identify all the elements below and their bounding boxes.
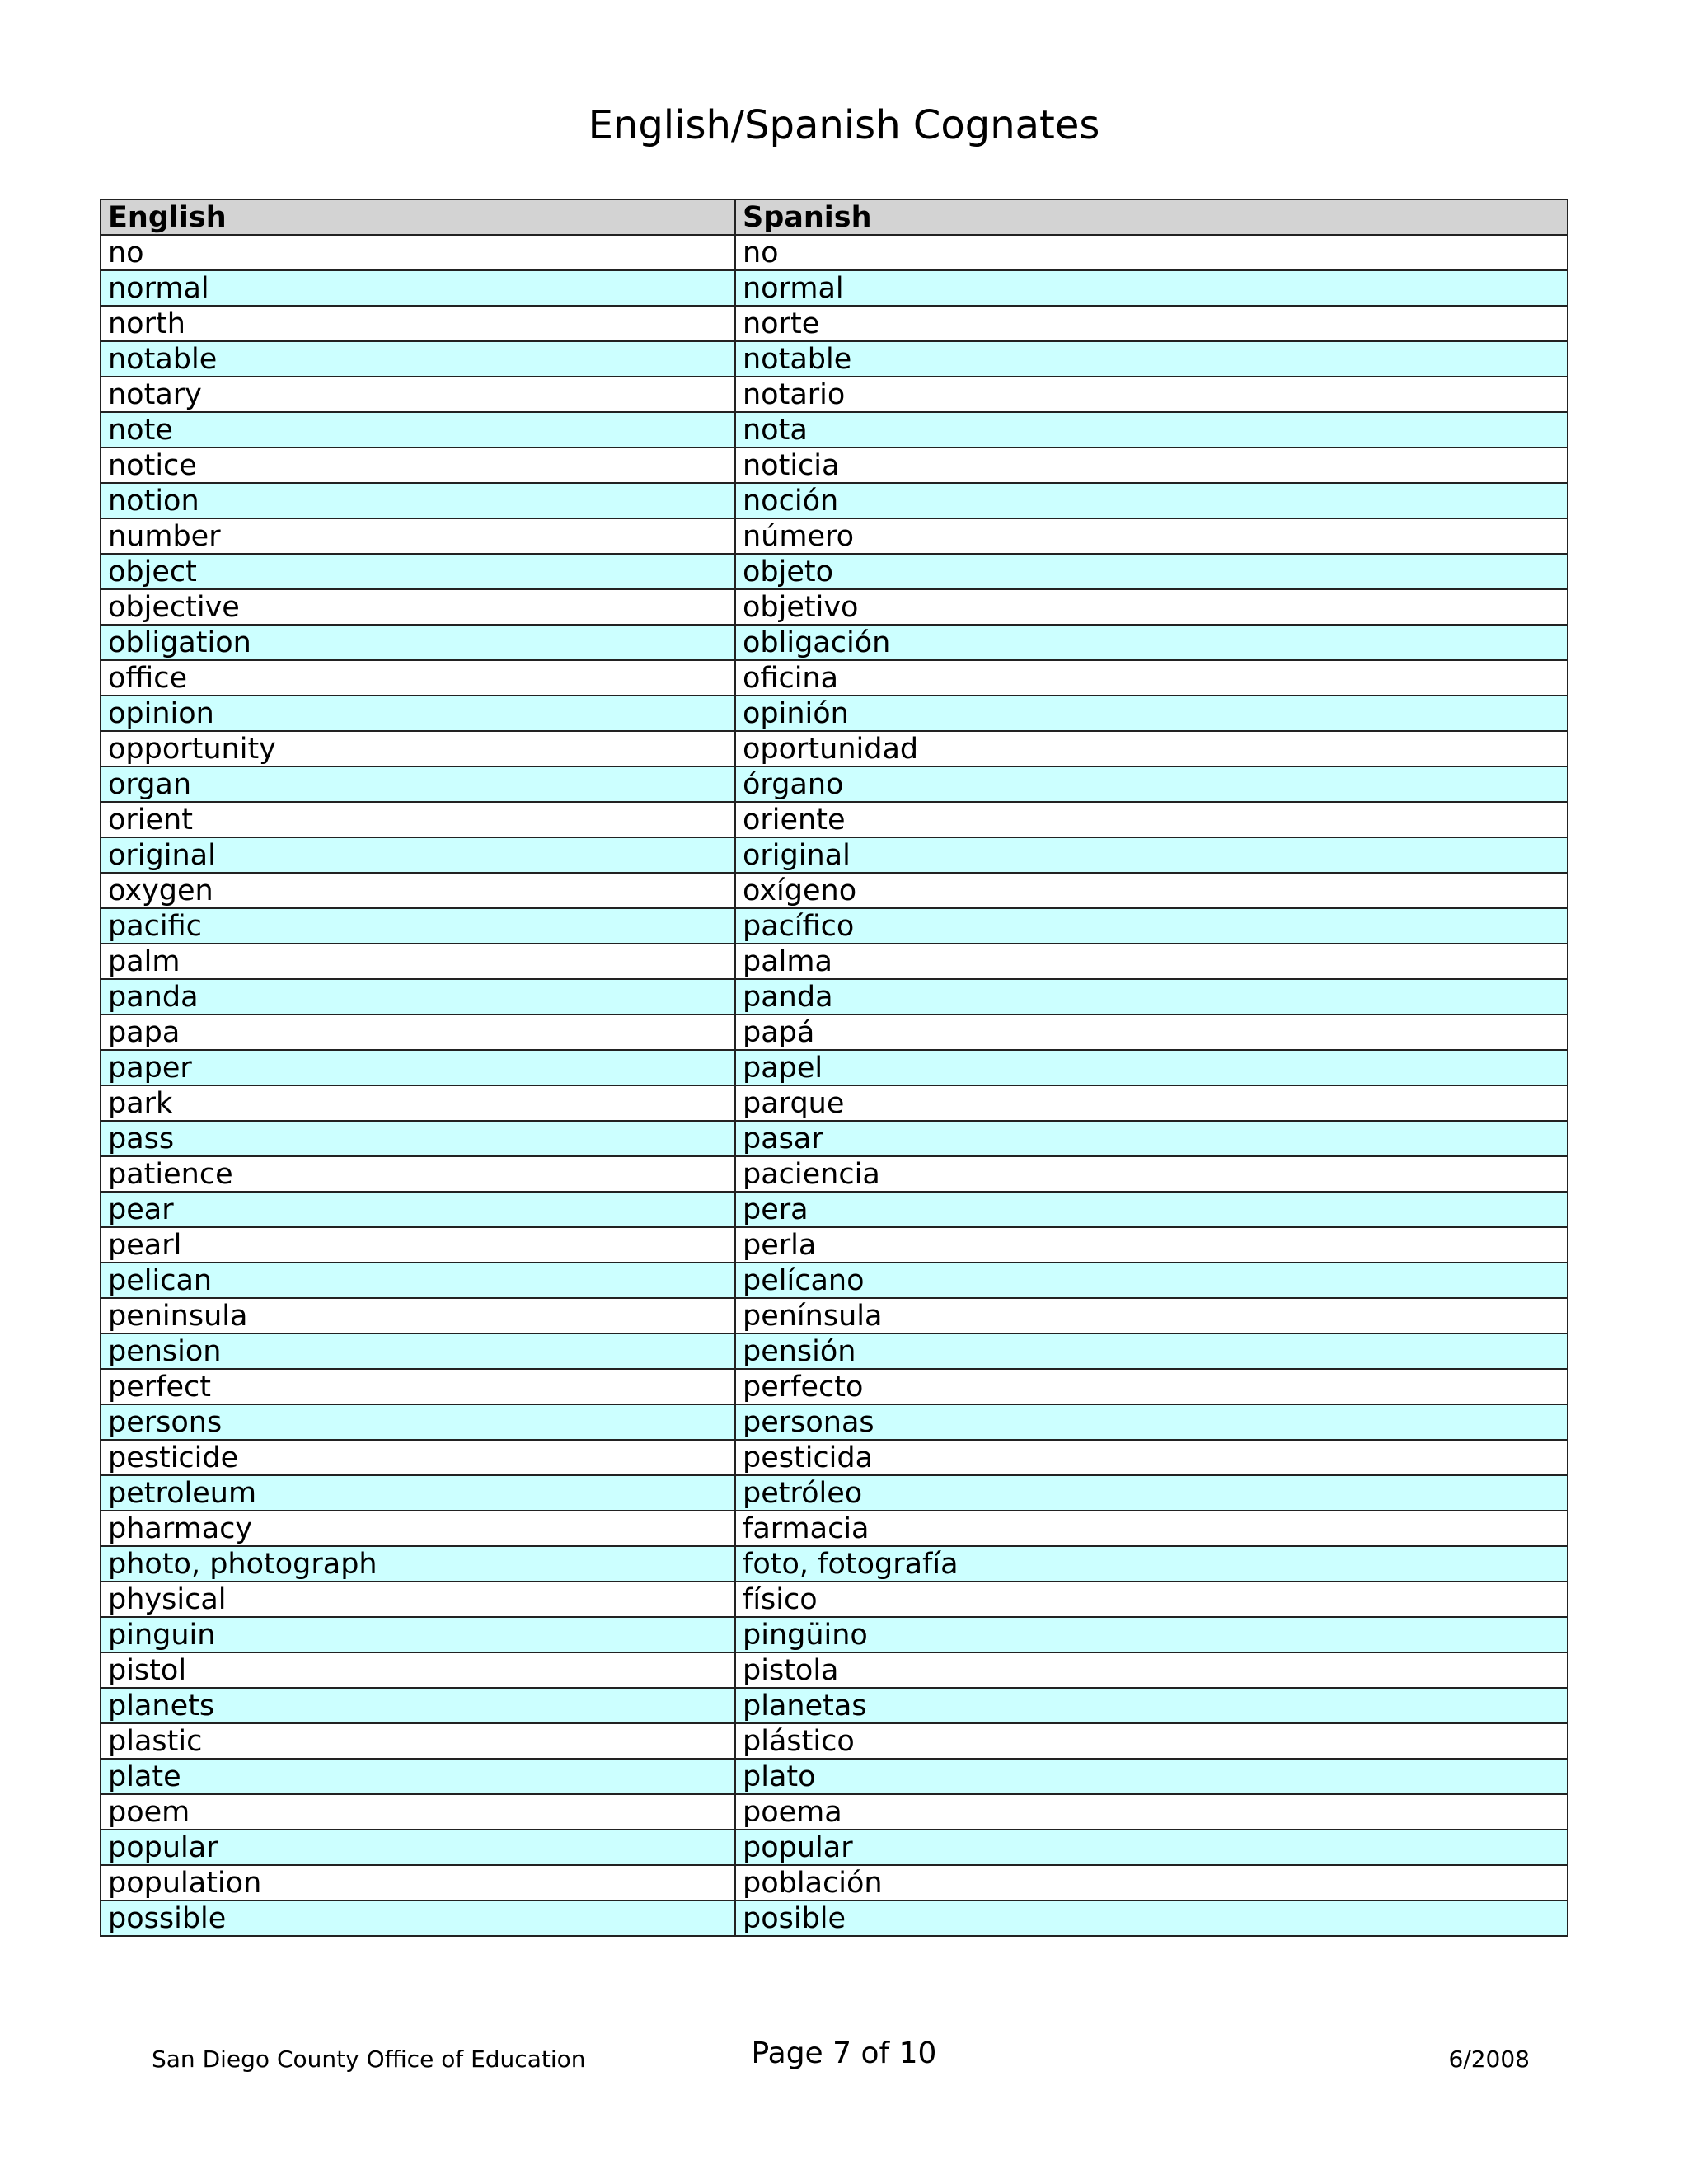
cell-spanish: papá: [735, 1015, 1568, 1050]
table-row: [101, 1759, 1568, 1794]
cell-english: panda: [101, 979, 735, 1015]
table-row: [101, 766, 1568, 802]
table-row: [101, 837, 1568, 873]
cell-spanish: original: [735, 837, 1568, 873]
cell-spanish: no: [735, 235, 1568, 270]
cell-english: notable: [101, 341, 735, 377]
cell-spanish: oxígeno: [735, 873, 1568, 908]
table-row: [101, 1582, 1568, 1617]
cell-english: opinion: [101, 696, 735, 731]
cell-spanish: oriente: [735, 802, 1568, 837]
table-header-row: [101, 199, 1568, 235]
table-row: [101, 483, 1568, 518]
table-row: [101, 696, 1568, 731]
table-row: [101, 589, 1568, 625]
table-row: [101, 1900, 1568, 1936]
table-row: [101, 979, 1568, 1015]
column-header-spanish: Spanish: [735, 199, 1568, 235]
cell-english: papa: [101, 1015, 735, 1050]
cell-spanish: físico: [735, 1582, 1568, 1617]
cell-english: population: [101, 1865, 735, 1900]
cell-english: orient: [101, 802, 735, 837]
page-footer: [0, 2036, 1688, 2077]
cell-english: oxygen: [101, 873, 735, 908]
table-row: [101, 518, 1568, 554]
table-body: [101, 235, 1568, 1936]
cell-english: photo, photograph: [101, 1546, 735, 1582]
cell-spanish: pingüino: [735, 1617, 1568, 1652]
cell-spanish: paciencia: [735, 1156, 1568, 1192]
cell-spanish: notario: [735, 377, 1568, 412]
footer-organization: San Diego County Office of Education: [152, 2046, 586, 2073]
cell-english: note: [101, 412, 735, 448]
cell-spanish: farmacia: [735, 1511, 1568, 1546]
table-row: [101, 1794, 1568, 1830]
cell-english: park: [101, 1085, 735, 1121]
table-row: [101, 1156, 1568, 1192]
cell-spanish: pistola: [735, 1652, 1568, 1688]
table-row: [101, 1723, 1568, 1759]
cell-english: pelican: [101, 1263, 735, 1298]
cell-english: pass: [101, 1121, 735, 1156]
table-row: [101, 341, 1568, 377]
table-row: [101, 235, 1568, 270]
table-row: [101, 1652, 1568, 1688]
cell-spanish: órgano: [735, 766, 1568, 802]
cell-english: pesticide: [101, 1440, 735, 1475]
cell-english: no: [101, 235, 735, 270]
cell-spanish: planetas: [735, 1688, 1568, 1723]
cell-spanish: notable: [735, 341, 1568, 377]
table-row: [101, 306, 1568, 341]
table-row: [101, 1333, 1568, 1369]
table-row: [101, 1227, 1568, 1263]
table-row: [101, 1865, 1568, 1900]
cell-spanish: objetivo: [735, 589, 1568, 625]
cell-english: planets: [101, 1688, 735, 1723]
cell-spanish: pensión: [735, 1333, 1568, 1369]
cell-spanish: perla: [735, 1227, 1568, 1263]
cell-english: plastic: [101, 1723, 735, 1759]
cell-english: perfect: [101, 1369, 735, 1404]
cell-spanish: petróleo: [735, 1475, 1568, 1511]
cell-english: pearl: [101, 1227, 735, 1263]
cognates-table: [100, 199, 1568, 1937]
cell-english: organ: [101, 766, 735, 802]
cell-spanish: plato: [735, 1759, 1568, 1794]
cell-spanish: península: [735, 1298, 1568, 1333]
cell-english: pistol: [101, 1652, 735, 1688]
cell-spanish: panda: [735, 979, 1568, 1015]
table-row: [101, 1688, 1568, 1723]
cell-spanish: número: [735, 518, 1568, 554]
cell-spanish: nota: [735, 412, 1568, 448]
table-row: [101, 1121, 1568, 1156]
cell-spanish: normal: [735, 270, 1568, 306]
cell-english: object: [101, 554, 735, 589]
cell-spanish: papel: [735, 1050, 1568, 1085]
cell-english: pension: [101, 1333, 735, 1369]
cell-spanish: objeto: [735, 554, 1568, 589]
table-row: [101, 1440, 1568, 1475]
table-row: [101, 1475, 1568, 1511]
table-row: [101, 448, 1568, 483]
cell-english: pear: [101, 1192, 735, 1227]
cell-english: office: [101, 660, 735, 696]
cell-english: original: [101, 837, 735, 873]
cell-english: notary: [101, 377, 735, 412]
table-row: [101, 1404, 1568, 1440]
cell-spanish: palma: [735, 944, 1568, 979]
cell-english: popular: [101, 1830, 735, 1865]
table-row: [101, 1546, 1568, 1582]
cell-english: petroleum: [101, 1475, 735, 1511]
cell-spanish: noticia: [735, 448, 1568, 483]
cell-spanish: oficina: [735, 660, 1568, 696]
cell-spanish: foto, fotografía: [735, 1546, 1568, 1582]
footer-page-number: Page 7 of 10: [751, 2036, 937, 2070]
cell-spanish: personas: [735, 1404, 1568, 1440]
cell-english: obligation: [101, 625, 735, 660]
table-row: [101, 554, 1568, 589]
table-row: [101, 660, 1568, 696]
table-row: [101, 1085, 1568, 1121]
table-row: [101, 270, 1568, 306]
table-row: [101, 1050, 1568, 1085]
cell-english: number: [101, 518, 735, 554]
cell-spanish: opinión: [735, 696, 1568, 731]
cell-english: notion: [101, 483, 735, 518]
cell-english: normal: [101, 270, 735, 306]
cell-english: pacific: [101, 908, 735, 944]
cell-english: pinguin: [101, 1617, 735, 1652]
table-row: [101, 1015, 1568, 1050]
table-row: [101, 1192, 1568, 1227]
cell-spanish: pesticida: [735, 1440, 1568, 1475]
cell-spanish: plástico: [735, 1723, 1568, 1759]
table-row: [101, 802, 1568, 837]
cell-english: possible: [101, 1900, 735, 1936]
table-row: [101, 1511, 1568, 1546]
table-row: [101, 1369, 1568, 1404]
cell-english: patience: [101, 1156, 735, 1192]
cell-spanish: perfecto: [735, 1369, 1568, 1404]
cell-spanish: popular: [735, 1830, 1568, 1865]
table-row: [101, 1830, 1568, 1865]
table-row: [101, 625, 1568, 660]
table-row: [101, 944, 1568, 979]
cell-spanish: oportunidad: [735, 731, 1568, 766]
table-row: [101, 377, 1568, 412]
cell-english: persons: [101, 1404, 735, 1440]
cell-spanish: parque: [735, 1085, 1568, 1121]
page-title: English/Spanish Cognates: [588, 102, 1100, 148]
cell-spanish: pacífico: [735, 908, 1568, 944]
cell-spanish: noción: [735, 483, 1568, 518]
cell-spanish: poema: [735, 1794, 1568, 1830]
table-row: [101, 412, 1568, 448]
table-row: [101, 1617, 1568, 1652]
cell-spanish: posible: [735, 1900, 1568, 1936]
table-row: [101, 731, 1568, 766]
cell-english: opportunity: [101, 731, 735, 766]
cell-english: paper: [101, 1050, 735, 1085]
cell-english: pharmacy: [101, 1511, 735, 1546]
cell-english: notice: [101, 448, 735, 483]
table-row: [101, 1263, 1568, 1298]
cell-english: physical: [101, 1582, 735, 1617]
cell-english: north: [101, 306, 735, 341]
cell-spanish: pera: [735, 1192, 1568, 1227]
footer-date: 6/2008: [1448, 2046, 1530, 2073]
table-row: [101, 873, 1568, 908]
cell-english: palm: [101, 944, 735, 979]
table-row: [101, 1298, 1568, 1333]
column-header-english: English: [101, 199, 735, 235]
cell-spanish: población: [735, 1865, 1568, 1900]
cell-spanish: norte: [735, 306, 1568, 341]
cell-spanish: pelícano: [735, 1263, 1568, 1298]
cell-spanish: pasar: [735, 1121, 1568, 1156]
cell-english: plate: [101, 1759, 735, 1794]
cell-spanish: obligación: [735, 625, 1568, 660]
table-row: [101, 908, 1568, 944]
cell-english: peninsula: [101, 1298, 735, 1333]
cell-english: poem: [101, 1794, 735, 1830]
cell-english: objective: [101, 589, 735, 625]
